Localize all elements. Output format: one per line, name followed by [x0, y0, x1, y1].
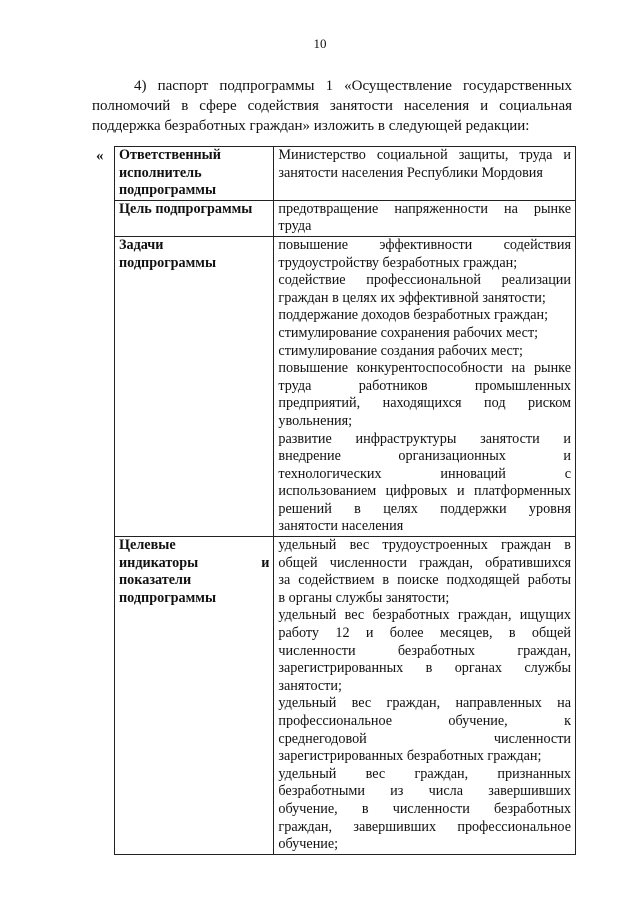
row-label-cell	[115, 236, 274, 536]
row-label-cell	[115, 537, 274, 855]
row-label-line: подпрограммы	[119, 182, 217, 199]
row-value-line: занятости населения Республики Мордовия	[278, 164, 543, 181]
row-value-cell	[274, 537, 576, 855]
passport-row	[115, 200, 576, 236]
row-value-line: повышение конкурентоспособности на рынке	[278, 360, 571, 377]
row-value-line: развитие инфраструктуры занятости и	[278, 430, 571, 447]
row-value-line: обучение;	[278, 836, 339, 853]
row-value-line: обучение, в численности безработных	[278, 800, 571, 817]
row-value-line: поддержание доходов безработных граждан;	[278, 307, 549, 324]
row-value-line: среднегодовой численности	[278, 730, 571, 747]
row-label-line: Целевые	[119, 537, 176, 554]
row-value-line: трудоустройству безработных граждан;	[278, 254, 518, 271]
row-value-line: решений в целях поддержки уровня	[278, 500, 571, 517]
row-value-line: Министерство социальной защиты, труда и	[278, 147, 571, 163]
row-label-line: показатели	[119, 572, 192, 589]
row-value-line: работу 12 и более месяцев, в общей	[278, 625, 571, 642]
row-value-line: в органы службы занятости;	[278, 589, 450, 606]
row-value-line: занятости населения	[278, 518, 404, 535]
row-label-line: Цель подпрограммы	[119, 200, 253, 217]
row-value-line: занятости;	[278, 677, 342, 694]
row-value-line: общей численности граждан, обратившихся	[278, 554, 571, 571]
row-label-line: Ответственный	[119, 147, 221, 163]
row-label-line: Задачи	[119, 236, 164, 253]
row-value-line: удельный вес трудоустроенных граждан в	[278, 537, 571, 554]
passport-row	[115, 236, 576, 536]
row-value-line: стимулирование создания рабочих мест;	[278, 342, 523, 359]
row-value-line: предприятий, находящихся под риском	[278, 395, 571, 412]
row-value-line: удельный вес граждан, направленных на	[278, 695, 571, 712]
row-value-line: внедрение организационных и	[278, 448, 571, 465]
row-value-line: повышение эффективности содействия	[278, 236, 571, 253]
subprogram-passport-table	[114, 146, 576, 855]
row-value-cell	[274, 147, 576, 201]
intro-line: полномочий в сфере содействия занятости населения и социальная	[92, 98, 572, 114]
row-value-line: граждан, завершивших профессиональное	[278, 818, 571, 835]
row-label-line: исполнитель	[119, 164, 202, 181]
row-value-line: использованием цифровых и платформенных	[278, 483, 571, 500]
row-value-line: профессиональное обучение, к	[278, 713, 571, 729]
intro-line: поддержка безработных граждан» изложить в следующей редакции:	[92, 118, 530, 134]
row-value-line: численности безработных граждан,	[278, 642, 571, 659]
row-value-line: технологических инноваций с	[278, 465, 571, 482]
row-value-line: удельный вес безработных граждан, ищущих	[278, 607, 571, 624]
row-value-line: безработными из числа завершивших	[278, 783, 571, 800]
row-value-line: стимулирование сохранения рабочих мест;	[278, 324, 539, 341]
passport-row	[115, 147, 576, 201]
row-label-line: подпрограммы	[119, 254, 217, 271]
row-value-line: удельный вес граждан, признанных	[278, 765, 571, 782]
row-value-line: увольнения;	[278, 412, 353, 429]
row-value-line: труда работников промышленных	[278, 377, 571, 394]
opening-quote-mark: «	[96, 148, 104, 164]
row-value-line: граждан в целях их эффективной занятости;	[278, 289, 546, 306]
row-value-line: предотвращение напряженности на рынке	[278, 200, 571, 217]
row-value-line: труда	[278, 218, 312, 235]
row-value-cell	[274, 236, 576, 536]
row-label-line: подпрограммы	[119, 589, 217, 606]
row-value-cell	[274, 200, 576, 236]
row-label-line: индикаторы и	[119, 554, 270, 571]
row-label-cell	[115, 200, 274, 236]
row-value-line: зарегистрированных в органах службы	[278, 660, 571, 677]
passport-row	[115, 537, 576, 855]
row-label-cell	[115, 147, 274, 201]
page-number: 10	[313, 36, 327, 51]
intro-paragraph	[92, 76, 572, 136]
row-value-line: за содействием в поиске подходящей работы	[278, 572, 571, 589]
row-value-line: содействие профессиональной реализации	[278, 272, 571, 289]
row-value-line: зарегистрированных безработных граждан;	[278, 748, 542, 765]
intro-line: 4) паспорт подпрограммы 1 «Осуществление государственных	[134, 78, 572, 94]
